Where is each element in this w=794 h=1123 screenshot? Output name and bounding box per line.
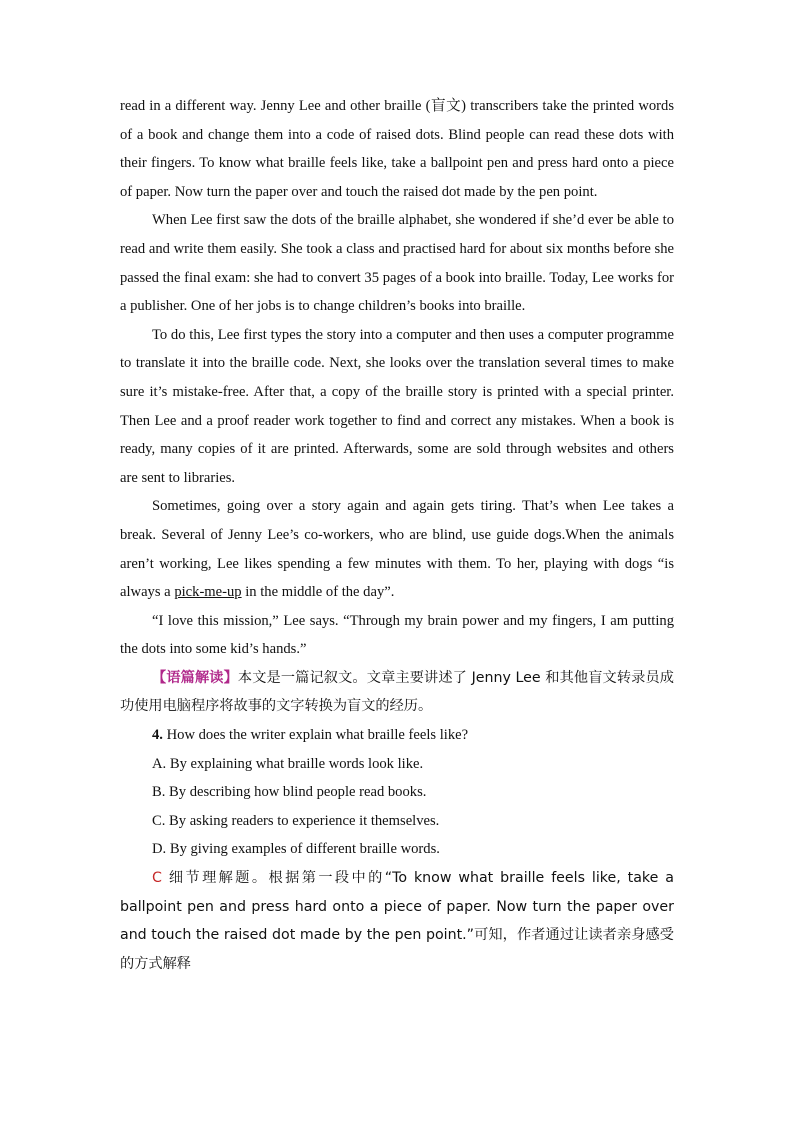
passage-paragraph-2: When Lee first saw the dots of the braille alphabet, she wondered if she’d ever be able to read and write them easily. She took a class and practised hard for about six months before she passed the final exam: she had to convert 35 pages of a book into braille. Today, Lee works for a publisher. One of her jobs is to change children’s books into braille. <box>120 212 674 315</box>
option-d: D. By giving examples of different braille words. <box>152 841 440 858</box>
option-c: C. By asking readers to experience it themselves. <box>152 812 440 829</box>
analysis-text: 本文是一篇记叙文。文章主要讲述了 Jenny Lee 和其他盲文转录员成功使用电脑程序将故事的文字转换为盲文的经历。 <box>120 669 674 715</box>
paragraph-4-text: Sometimes, going over a story again and again gets tiring. That’s when Lee takes a break. Several of Jenny Lee’s co-workers, who are blind, use guide dogs.When the animals aren’t working, Lee likes spending a few minutes with them. To her, playing with dogs “is always a <box>120 498 674 601</box>
analysis-tag: 【语篇解读】 <box>152 669 238 686</box>
question-text: How does the writer explain what braille feels like? <box>162 727 469 744</box>
document-body <box>120 92 674 978</box>
passage-paragraph-5: “I love this mission,” Lee says. “Through my brain power and my fingers, I am putting the dots into some kid’s hands.” <box>120 612 674 658</box>
passage-paragraph-1: read in a different way. Jenny Lee and other braille (盲文) transcribers take the printed words of a book and change them into a code of raised dots. Blind people can read these dots with their fingers. To know what braille feels like, take a ballpoint pen and press hard onto a piece of paper. Now turn the paper over and touch the raised dot made by the pen point. <box>120 98 674 200</box>
analysis-paragraph <box>120 664 674 721</box>
answer-letter: C <box>152 870 162 887</box>
answer-explanation: 细节理解题。根据第一段中的“To know what braille feels like, take a ballpoint pen and press hard onto a piece of paper. Now turn the paper over and touch the raised dot made by the pen point.”可知，作者通过让读者亲身感受的方式解释 <box>120 870 674 972</box>
underlined-phrase: pick-me-up <box>174 584 242 601</box>
question-number: 4. <box>152 727 163 744</box>
passage-paragraph-3: To do this, Lee first types the story into a computer and then uses a computer programme to translate it into the braille code. Next, she looks over the translation several times to make sure it’s mistake-free. After that, a copy of the braille story is printed with a special printer. Then Lee and a proof reader work together to find and correct any mistakes. When a book is ready, many copies of it are printed. Afterwards, some are sold through websites and others are sent to libraries. <box>120 326 674 486</box>
passage-paragraph-4 <box>120 492 674 606</box>
paragraph-4-ending: in the middle of the day”. <box>241 584 395 601</box>
option-b: B. By describing how blind people read books. <box>152 784 427 801</box>
option-a: A. By explaining what braille words look like. <box>152 755 424 772</box>
question-stem <box>120 721 674 750</box>
answer-paragraph <box>120 864 674 978</box>
